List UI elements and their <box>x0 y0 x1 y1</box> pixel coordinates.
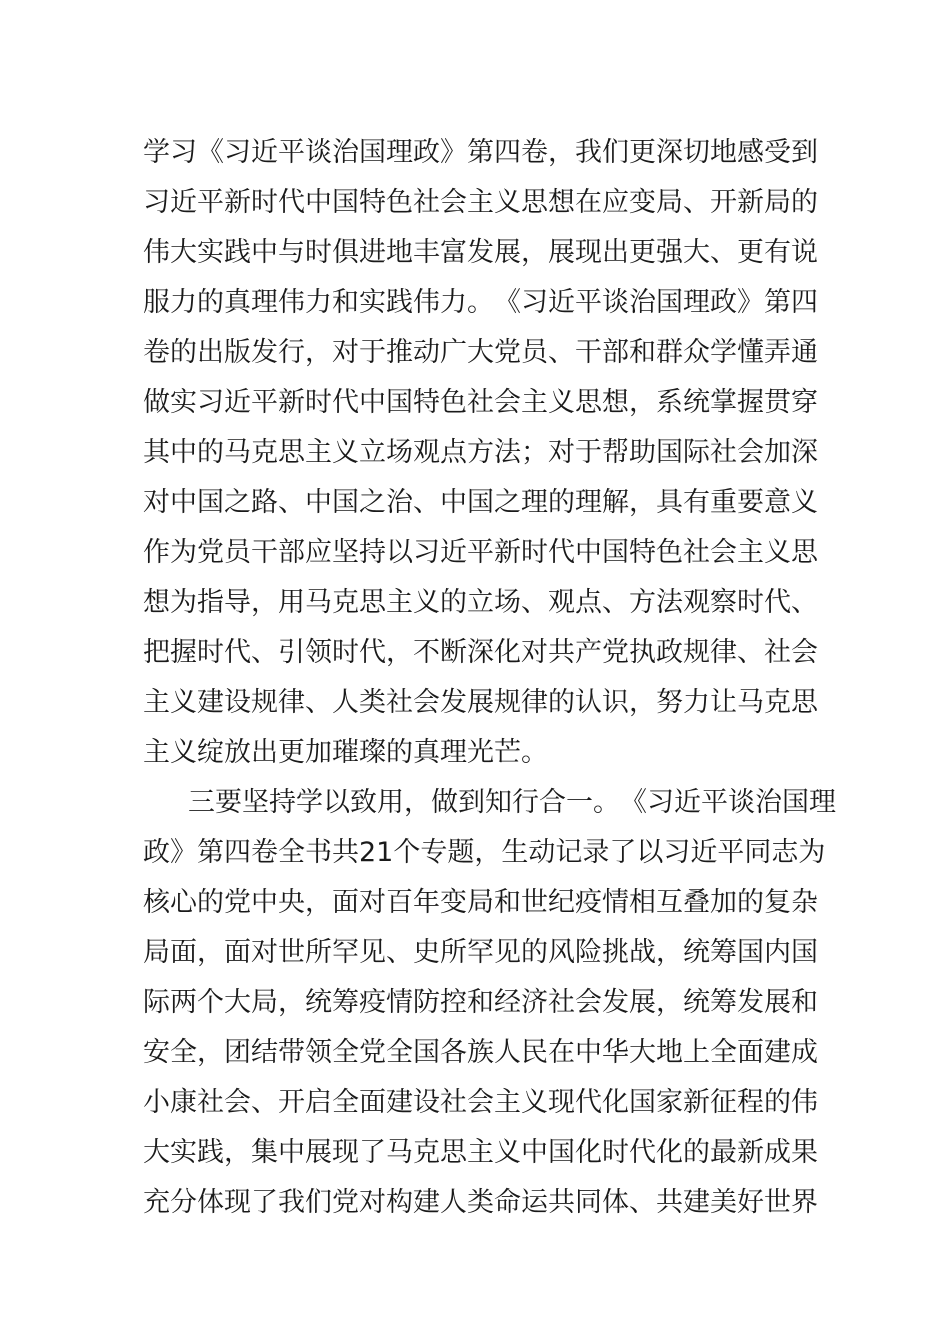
text-line-14: 三 要 坚 持 学 以 致 用 ， 做 到 知 行 合 一 。 《 习 近 平 谈 治 国 理 <box>188 787 836 818</box>
text-line-5: 卷 的 出 版 发 行 ， 对 于 推 动 广 大 党 员 、 干 部 和 群 众 学 懂 弄 通 <box>143 337 818 368</box>
text-line-10: 想 为 指 导 ， 用 马 克 思 主 义 的 立 场 、 观 点 、 方 法 观 察 时 代 、 <box>143 587 818 618</box>
text-line-18: 际 两 个 大 局 ， 统 筹 疫 情 防 控 和 经 济 社 会 发 展 ， 统 筹 发 展 和 <box>143 987 818 1018</box>
text-line-7: 其 中 的 马 克 思 主 义 立 场 观 点 方 法 ； 对 于 帮 助 国 际 社 会 加 深 <box>143 437 818 468</box>
text-line-17: 局 面 ， 面 对 世 所 罕 见 、 史 所 罕 见 的 风 险 挑 战 ， 统 筹 国 内 国 <box>143 937 818 968</box>
text-line-22: 充 分 体 现 了 我 们 党 对 构 建 人 类 命 运 共 同 体 、 共 建 美 好 世 界 <box>143 1187 818 1218</box>
text-line-20: 小 康 社 会 、 开 启 全 面 建 设 社 会 主 义 现 代 化 国 家 新 征 程 的 伟 <box>143 1087 818 1118</box>
text-line-16: 核 心 的 党 中 央 ， 面 对 百 年 变 局 和 世 纪 疫 情 相 互 叠 加 的 复 杂 <box>143 887 818 918</box>
text-line-9: 作 为 党 员 干 部 应 坚 持 以 习 近 平 新 时 代 中 国 特 色 社 会 主 义 思 <box>143 537 818 568</box>
text-line-15: 政 》 第 四 卷 全 书 共 21 个 专 题 ， 生 动 记 录 了 以 习 近 平 同 志 为 <box>143 837 826 868</box>
text-line-13: 主义绽放出更加璀璨的真理光芒。 <box>143 737 548 768</box>
text-line-1: 学 习 《 习 近 平 谈 治 国 理 政 》 第 四 卷 ， 我 们 更 深 切 地 感 受 到 <box>143 137 818 168</box>
text-line-6: 做 实 习 近 平 新 时 代 中 国 特 色 社 会 主 义 思 想 ， 系 统 掌 握 贯 穿 <box>143 387 818 418</box>
text-line-2: 习 近 平 新 时 代 中 国 特 色 社 会 主 义 思 想 在 应 变 局 、 开 新 局 的 <box>143 187 818 218</box>
text-line-3: 伟 大 实 践 中 与 时 俱 进 地 丰 富 发 展 ， 展 现 出 更 强 大 、 更 有 说 <box>143 237 818 268</box>
text-line-11: 把 握 时 代 、 引 领 时 代 ， 不 断 深 化 对 共 产 党 执 政 规 律 、 社 会 <box>143 637 818 668</box>
body-text <box>143 128 836 1228</box>
text-line-19: 安 全 ， 团 结 带 领 全 党 全 国 各 族 人 民 在 中 华 大 地 上 全 面 建 成 <box>143 1037 818 1068</box>
text-line-8: 对 中 国 之 路 、 中 国 之 治 、 中 国 之 理 的 理 解 ， 具 有 重 要 意 义 <box>143 487 818 518</box>
text-line-4: 服 力 的 真 理 伟 力 和 实 践 伟 力 。 《 习 近 平 谈 治 国 理 政 》 第 四 <box>143 287 818 318</box>
text-line-12: 主 义 建 设 规 律 、 人 类 社 会 发 展 规 律 的 认 识 ， 努 力 让 马 克 思 <box>143 687 818 718</box>
text-line-21: 大 实 践 ， 集 中 展 现 了 马 克 思 主 义 中 国 化 时 代 化 的 最 新 成 果 <box>143 1137 818 1168</box>
